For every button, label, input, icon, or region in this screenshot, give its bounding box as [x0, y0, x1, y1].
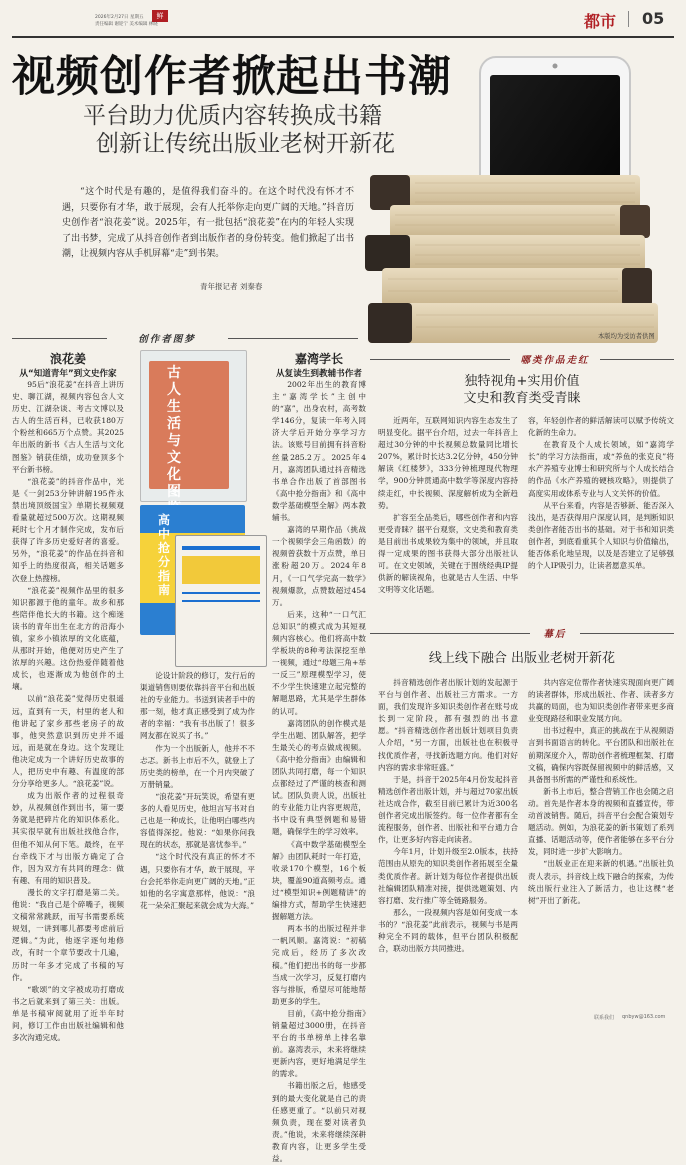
creator-section-label: 创作者图梦	[138, 334, 196, 345]
book-title-gurenshenghuo: 古人生活与文化图	[167, 365, 181, 500]
editor-line: 责任编辑 谢迎宁 美术编辑 林晓	[95, 22, 158, 27]
paragraph: 扩容至全品类后，哪些创作者和内容更受青睐？据平台观察，文史类和教育类是目前出书成果较为集中的领域，并且取得一定成果的图书获得大部分出版社认可。在文史领域，关键在于围绕经典IP提供新的解读视角，也就是古人生活、中华文明等文化话题。	[378, 512, 518, 595]
book-title-gaozhongqiangfen: 高中抢分指南	[158, 513, 171, 597]
paragraph: 漫长的文字打磨是第二关。他说：“我自己是个碎嘴子，视频文稿常常跳跃，而写书需要系统规划，一讲到哪儿都要考虑前后逻辑。”为此，他逐字逐句地修改，有时一个章节要改十几遍，历时一年多才完成了书稿的写作。	[12, 887, 124, 982]
paragraph: 新书上市后，整合营销工作也会随之启动。首先是作者本身的视频和直播宣传，带动首波销售。随后，抖音平台会配合策划专题活动。例如，为浪花姜的新书策划了系列直播、话题活动等，使作者能够在多平台分发，同时进一步扩大影响力。	[528, 786, 674, 857]
paragraph: “歌颂”的文字被成功打磨成书之后就来到了第三关：出版。单是书稿审阅就用了近半年时间，修订工作由出版社编辑和他多次沟通完成。	[12, 984, 124, 1043]
right-bottom-kicker: 幕后	[543, 629, 567, 640]
paragraph: 书籍出版之后，他感受到的最大变化就是自己的责任感更重了。“以前只对视频负责，现在要对读者负责。”他说，未来将继续深耕教育内容，让更多学生受益。	[272, 1081, 366, 1163]
column-jiawanxuezhang	[272, 350, 366, 1163]
book-cover-small	[175, 535, 267, 667]
photo-caption: 本版均为受访者供图	[598, 333, 655, 340]
paragraph: 今年1月，计划升级至2.0版本，扶持范围由从原先的知识类创作者拓展至全量类优质作者。新计划为每位作者提供出版社编辑团队精准对接，提供选题策划、内容打磨、发行推广等全链路服务。	[378, 847, 518, 905]
paragraph: 《高中数学基础模型全解》由团队耗时一年打造，收录170个模型，16个板块，覆盖90道高频考点。通过“模型知识+例题精讲”的编排方式，帮助学生快速把握解题方法。	[272, 839, 366, 922]
date-line: 2026年2月27日 星期五	[95, 15, 144, 20]
paragraph: 近两年，互联网知识内容生态发生了明显变化。据平台介绍，过去一年抖音上超过30分钟的中长视频总数量同比增长207%，累计时长达3.2亿分钟，450分钟解读《红楼梦》，333分钟梳理现代物理学，900分钟贯通高中数学等深度内容持续走红，中长视频、深度解析成为全新趋势。	[378, 416, 518, 510]
page-title: 视频创作者掀起出书潮	[12, 52, 452, 102]
rb-rule-right	[580, 633, 674, 634]
paragraph: 后来，这种“一口气汇总知识”的模式成为其短视频内容核心。他们将高中数学板块的8种考法深挖至单一视频，通过“母题三角+举一反三”原理模型学习，使不少学生快速建立起完整的解题思路，尤其是学生群体的认可。	[272, 609, 366, 716]
paragraph: “这个时代没有真正的怀才不遇，只要你有才华，敢于展现，平台会托举你走向更广阔的天地。”正如他的名字寓意那样，他说：“浪花一朵朵汇聚起来就会成为大海。”	[140, 852, 255, 910]
section-rule-left	[12, 338, 107, 339]
paragraph: 从平台来看，内容是否够新、能否深入浅出，是否获得用户深度认同，是判断知识类创作者能否出书的基础。对于书和知识类创作者，到底看重其个人知识与价值输出，能否体系化地呈现，以及是否建立了足够强的个人IP吸引力，让读者愿意买单。	[528, 500, 674, 571]
paragraph: “浪花姜”开玩笑说，希望有更多的人看见历史，他坦言写书对自己也是一种成长，让他明白哪些内容值得深挖。他说：“如果你问我现在的状态，那就是喜忧参半。”	[140, 791, 255, 850]
column-langhuajiang	[12, 350, 124, 1043]
book-stack	[365, 175, 658, 343]
subtitle-line-2: 创新让传统出版业老树开新花	[96, 131, 395, 157]
paragraph: 论设计阶段的修订，发行后的渠道销售则要依靠抖音平台和出版社的专业能力。书送到读者手中的那一刻，他才真正感受到了成为作者的幸福：“我有书出版了！很多网友都在说买了书。”	[140, 671, 255, 741]
paragraph: 出书过程中，真正的挑战在于从视频语言到书面语言的转化。平台团队和出版社在前期深度介入，帮助创作者梳理框架、打磨文稿，确保内容既保留视频中的鲜活感，又具备图书所需的严谨性和系统性。	[528, 726, 674, 784]
paragraph: 在教育及个人成长领域，如“嘉湾学长”的学习方法指南，或“养鱼的张克良”将水产养殖专业博士和研究所与个人成长结合的作品《水产养殖的硬核攻略》，则提供了高度实用或体系专业与人文关怀的价值。	[528, 440, 674, 498]
header-rule	[12, 36, 674, 38]
right-top-col-a	[378, 415, 518, 620]
lead-paragraph: “这个时代是有趣的，是值得我们奋斗的。在这个时代没有怀才不遇，只要你有才华，敢于展现，会有人托举你走向更广阔的天地。”抖音历史创作者“浪花姜”说。2025年，有一批包括“浪花姜”在内的年轻人实现了出书梦，完成了从抖音创作者到出版作者的身份转变。他们掀起了出书潮，让视频内容从手机屏幕“走”到书架。	[62, 187, 354, 259]
right-top-heading-1: 独特视角+实用价值	[464, 374, 580, 389]
page-header	[0, 0, 686, 40]
header-info	[95, 14, 158, 28]
section-name: 都市	[584, 12, 617, 31]
paragraph: “浪花姜”的抖音作品中，光是《一剑253分钟讲解195件永禁出境顶级国宝》单期长视频观看量就超过500万次。这期视频耗时七个月才制作完成，发布后获得了许多历史爱好者的喜爱。另外，“浪花姜”的作品在抖音和知乎上的热度很高，相关话题多次登上热搜榜。	[12, 476, 124, 583]
right-rule-left	[370, 359, 510, 360]
paragraph: 嘉湾的早期作品（挑战一个视频学会三角函数）的视频曾获数十万点赞，单日涨粉超20万。2024年8月，《一口气学完高一数学》视频爆款，点赞数超过454万。	[272, 525, 366, 607]
creator-desc-langhuajiang: 从“知道青年”到文史作家	[19, 369, 117, 379]
paragraph: 以前“浪花姜”觉得历史很遥远，直到有一天，村里的老人和他讲起了家乡那些老房子的故事，他突然意识到历史并不遥远，而是就在身边。这个发现让他决定成为一个讲好历史故事的人，把历史中有趣、有温度的部分分享给更多人。“浪花姜”说。	[12, 694, 124, 789]
paragraph: “浪花姜”视频作品里的很多知识都源于他的童年。故乡和那些陪伴他长大的书籍。这个痴迷读书的青年出生在北方的沿海小镇，家乡小镇浓厚的文化底蕴，从那时开始，他便对历史产生了浓厚的兴趣。这份热爱伴随着他成长，也逐渐成为他创作的土壤。	[12, 585, 124, 692]
paragraph: 95后“浪花姜”在抖音上讲历史、聊江湖，视频内容包含人文历史、江湖杂谈、考古文博以及古人的生活百科，已收获180万个粉丝和665万个点赞。其2025年出版的新书《古人生活与文化图鉴》销获佳绩，成功登顶多个平台新书榜。	[12, 380, 124, 474]
paragraph: 那么，一段视频内容是如何变成一本书的？“浪花姜”此前表示，视频与书是两种完全不同的载体，但平台团队积极配合，联动出版方共同推进。	[378, 907, 518, 954]
right-bottom-col-b	[528, 677, 674, 1010]
paragraph: 于是，抖音于2025年4月份发起抖音精选创作者出版计划，并与超过70家出版社达成合作，截至目前已累计为近300名创作者完成出版签约。每一位作者都有全流程服务，创作者、出版社和平台通力合作，让更多好内容走向读者。	[378, 774, 518, 845]
footer-contact-label: 联系我们	[594, 1015, 615, 1021]
paragraph: 作为一个出版新人，他并不不忐忑。新书上市后不久，就登上了历史类的榜单，在一个月内突破了万册销量。	[140, 743, 255, 789]
rb-rule-left	[370, 633, 530, 634]
column-continue-langhuajiang	[140, 670, 255, 1010]
creator-name-langhuajiang: 浪花姜	[49, 352, 86, 366]
byline: 青年报记者 刘秦春	[200, 282, 263, 291]
paragraph: 目前，《高中抢分指南》销量超过3000册，在抖音平台的书单榜单上排名靠前。嘉湾表示，未来将继续更新内容，更好地满足学生的需求。	[272, 1008, 366, 1079]
paragraph: 共内容定位帮作者快速实现面向更广阔的读者群体，形成出版社、作者、读者多方共赢的局面，也为知识类创作者带来更多商业变现路径和职业发展方向。	[528, 678, 674, 724]
paragraph: 抖音精选创作者出版计划的发起源于平台与创作者、出版社三方需求。一方面，我们发现许多知识类创作者在账号成长到一定阶段，都有强烈的出书意愿。“抖音精选创作者出版计划项目负责人介绍，“另一方面，出版社也在积极寻找优质作者，寻找新选题方向。他们对好内容的需求非常旺盛。”	[378, 678, 518, 772]
paragraph: 嘉湾团队的创作模式是学生出题、团队解答，把学生最关心的考点做成视频。《高中抢分指南》由编辑和团队共同打磨，每一个知识点都经过了严谨的核查和测试。团队负责人说，出版社的专业能力让内容更规范，书中设有典型例题和易错题，确保学生的学习效率。	[272, 718, 366, 837]
page-number: 05	[642, 9, 665, 28]
right-rule-right	[600, 359, 674, 360]
footer-email: qnbyw@163.com	[622, 1014, 666, 1020]
right-bottom-col-a	[378, 677, 518, 1010]
creator-name-jiawan: 嘉湾学长	[294, 352, 343, 366]
right-top-col-b	[528, 415, 674, 620]
paragraph: 两本书的出版过程并非一帆风顺。嘉湾说：“初稿完成后，经历了多次改稿。”他们把出书的每一步都当成一次学习，反复打磨内容与排版，希望尽可能地帮助更多的学生。	[272, 924, 366, 1006]
paragraph: 2002年出生的教育博主“嘉湾学长”主创中的“嘉”，出身农村，高考数学146分，复读一年考入同济大学后开始分享学习方法。该账号目前拥有抖音粉丝量285.2万。2025年4月，嘉湾团队通过抖音精选书单合作出版了首部图书《高中抢分指南》和《高中数学基础模型全解》两本教辅书。	[272, 380, 366, 523]
newspaper-logo: 鲜	[152, 10, 168, 22]
book-cover-gurenshenghuo	[140, 350, 247, 502]
paragraph: “出版业正在迎来新的机遇。”出版社负责人表示，抖音线上线下融合的探索，为传统出版行业注入了新活力，也让这棵“老树”开出了新花。	[528, 859, 674, 905]
right-top-kicker: 哪类作品走红	[520, 355, 590, 366]
right-top-heading-2: 文史和教育类受青睐	[463, 391, 581, 406]
creator-desc-jiawan: 从复读生到教辅书作者	[276, 369, 362, 379]
section-rule-right	[228, 338, 358, 339]
header-divider	[628, 11, 629, 27]
paragraph: 成为出版作者的过程很奇妙，从视频创作到出书，第一要务就是把碎片化的知识体系化。其实很早就有出版社找他合作，但他不知从何下笔。最终，在平台牵线下才与出版方确定了合作，因为双方有共同的理念：做有趣、有用的知识普及。	[12, 791, 124, 885]
paragraph: 容，年轻创作者的鲜活解读可以赋予传统文化新的生命力。	[528, 416, 674, 438]
subtitle-line-1: 平台助力优质内容转换成书籍	[83, 103, 382, 129]
right-bottom-heading: 线上线下融合 出版业老树开新花	[428, 651, 616, 666]
